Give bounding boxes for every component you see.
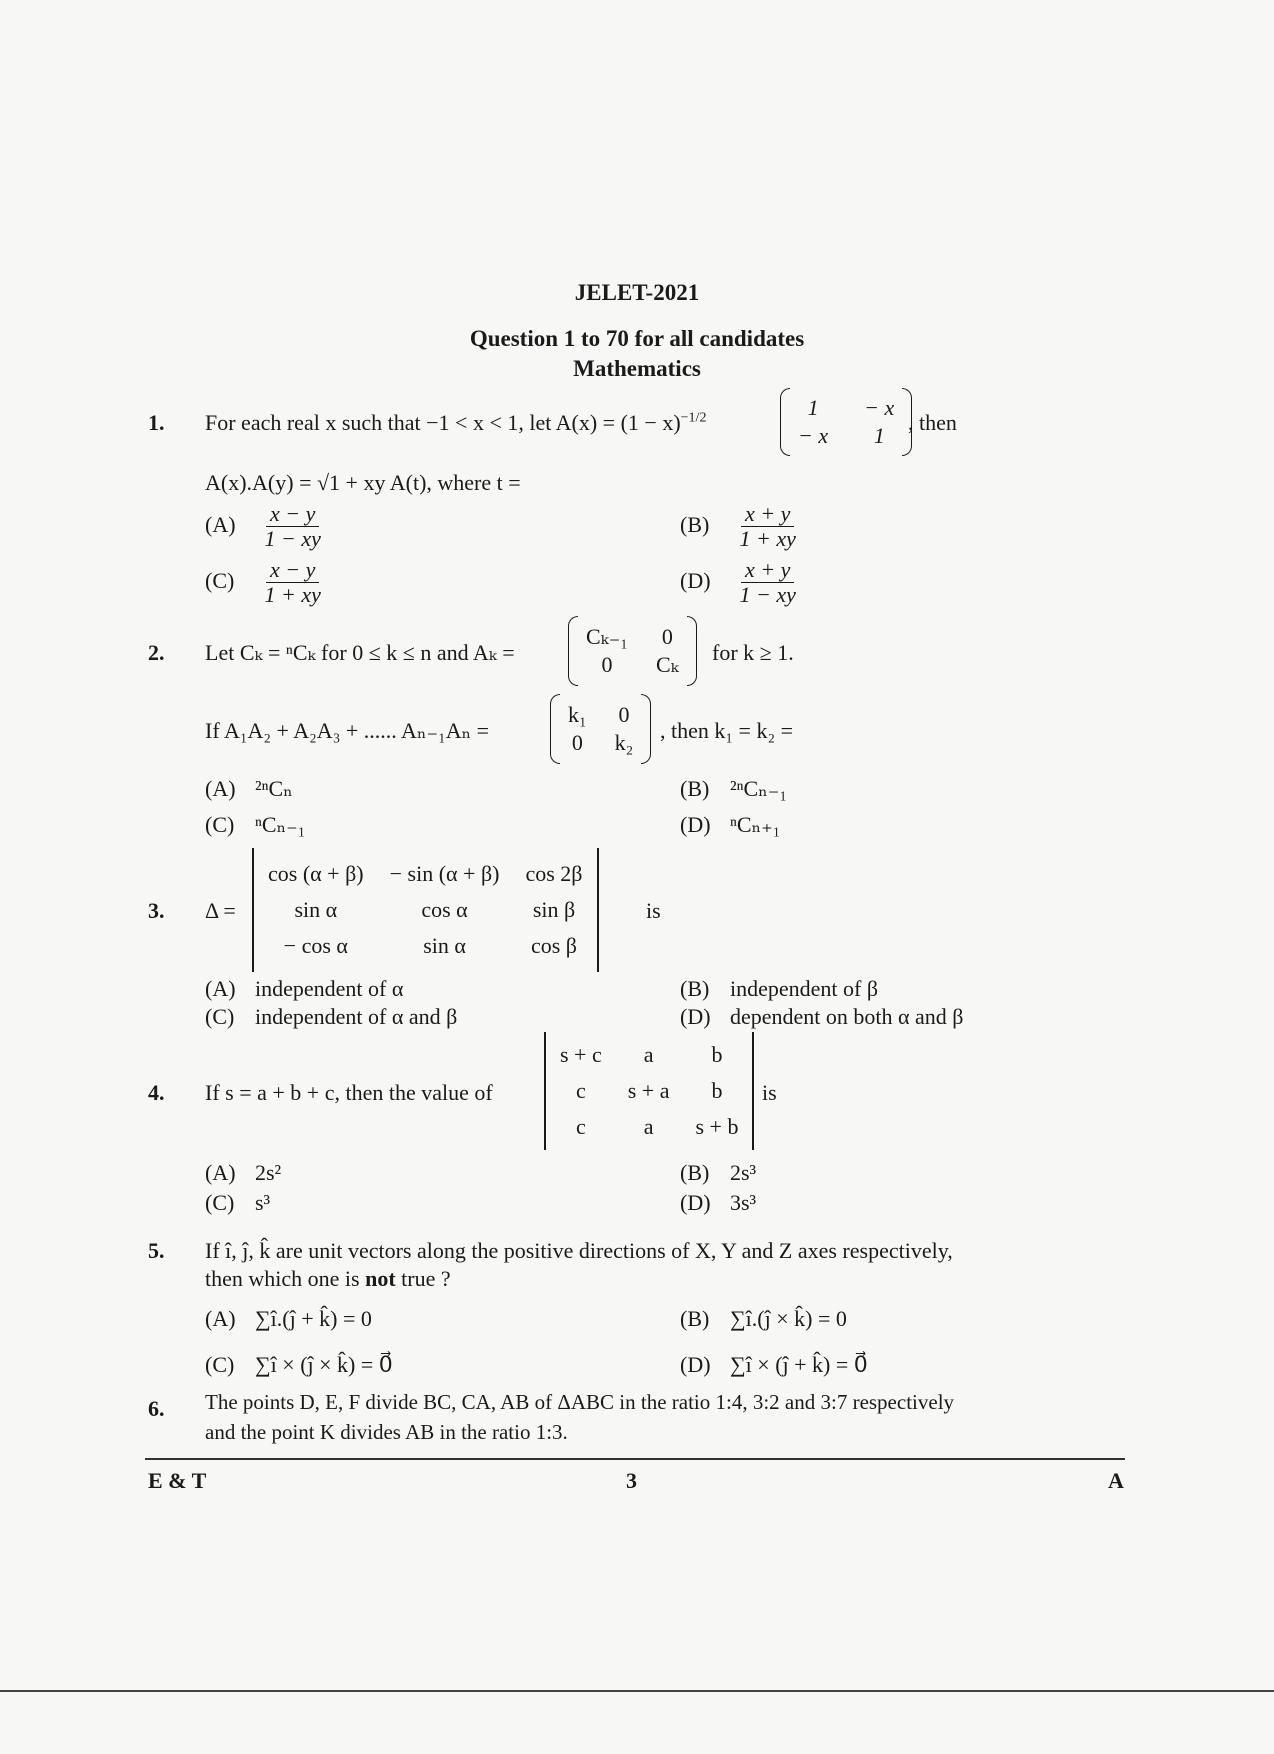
q5-option-a[interactable]: [205, 1306, 372, 1332]
q1-option-c[interactable]: [205, 558, 325, 607]
option-label: (C): [205, 812, 235, 837]
q1-stem-text: For each real x such that −1 < x < 1, let A(x) = (1 − x): [205, 410, 681, 435]
det-cell: sin α: [423, 933, 466, 958]
det-cell: cos β: [530, 933, 578, 958]
det-cell: a: [643, 1042, 654, 1067]
matrix-cell: k₂: [614, 730, 634, 755]
det-cell: cos α: [421, 897, 468, 922]
option-text: ⁿCₙ₊₁: [730, 812, 781, 837]
option-label: (D): [680, 1004, 711, 1029]
question-number: 5.: [148, 1238, 165, 1263]
q4-determinant: [538, 1032, 760, 1150]
fraction-numerator: x − y: [266, 558, 319, 583]
det-cell: a: [643, 1114, 654, 1139]
q4-option-a[interactable]: [205, 1160, 281, 1186]
q5-stem-text: true ?: [395, 1266, 451, 1291]
q2-matrix-a: [568, 616, 697, 686]
det-cell: − cos α: [283, 933, 348, 958]
q3-option-d[interactable]: [680, 1004, 964, 1030]
footer-subject: E & T: [148, 1468, 207, 1493]
q1-option-d[interactable]: [680, 558, 800, 607]
q4-option-c[interactable]: [205, 1190, 270, 1216]
fraction-numerator: x + y: [741, 558, 794, 583]
q1-line2: A(x).A(y) = √1 + xy A(t), where t =: [205, 470, 521, 495]
q6-stem-line1: The points D, E, F divide BC, CA, AB of ΔABC in the ratio 1:4, 3:2 and 3:7 respectively: [205, 1390, 955, 1414]
option-text: ²ⁿCₙ: [255, 776, 293, 801]
option-text: independent of β: [730, 976, 879, 1001]
q2-option-d[interactable]: [680, 812, 780, 838]
q4-tail: is: [762, 1080, 777, 1105]
q4-stem: If s = a + b + c, then the value of: [205, 1080, 493, 1105]
q1-matrix: [780, 388, 912, 456]
question-number: 2.: [148, 640, 165, 665]
q5-emphasis: not: [365, 1266, 396, 1291]
page-number: 3: [626, 1468, 637, 1493]
q3-option-c[interactable]: [205, 1004, 457, 1030]
q4-option-b[interactable]: [680, 1160, 756, 1186]
fraction-denominator: 1 − xy: [264, 526, 321, 552]
option-label: (C): [205, 1190, 235, 1215]
q6-stem-line2: and the point K divides AB in the ratio 1:3.: [205, 1420, 568, 1444]
det-cell: s + a: [627, 1078, 670, 1103]
footer-rule: [145, 1458, 1125, 1460]
q2-option-b[interactable]: [680, 776, 787, 802]
option-label: (D): [680, 567, 711, 593]
question-number: 3.: [148, 898, 165, 923]
option-text: dependent on both α and β: [730, 1004, 964, 1029]
fraction-numerator: x + y: [741, 502, 794, 527]
option-label: (B): [680, 776, 710, 801]
option-text: s³: [255, 1190, 271, 1215]
det-cell: cos (α + β): [268, 861, 364, 886]
matrix-cell: Cₖ₋₁: [586, 624, 628, 649]
option-label: (A): [205, 976, 236, 1001]
q4-option-d[interactable]: [680, 1190, 756, 1216]
option-text: ∑î.(ĵ × k̂) = 0: [730, 1306, 847, 1331]
question-number: 4.: [148, 1080, 165, 1105]
question-1-stem: [205, 410, 706, 436]
option-label: (A): [205, 1306, 236, 1331]
q2-stem: Let Cₖ = ⁿCₖ for 0 ≤ k ≤ n and Aₖ =: [205, 640, 515, 665]
q1-exponent: −1/2: [680, 410, 707, 426]
q5-option-c[interactable]: [205, 1352, 393, 1378]
matrix-cell: 1: [807, 395, 819, 420]
option-label: (C): [205, 1004, 235, 1029]
q1-option-a[interactable]: [205, 502, 325, 551]
option-text: ²ⁿCₙ₋₁: [730, 776, 787, 801]
q5-stem-line2: [205, 1266, 451, 1292]
q5-stem-line1: If î, ĵ, k̂ are unit vectors along the positive directions of X, Y and Z axes respectively,: [205, 1238, 953, 1263]
option-label: (D): [680, 812, 711, 837]
q3-option-b[interactable]: [680, 976, 878, 1002]
option-label: (A): [205, 511, 236, 537]
det-cell: c: [575, 1114, 586, 1139]
q2-stem-end: for k ≥ 1.: [712, 640, 794, 665]
option-label: (A): [205, 776, 236, 801]
question-number: 6.: [148, 1396, 165, 1421]
option-text: ∑î × (ĵ × k̂) = 0⃗: [255, 1352, 393, 1377]
option-text: 2s³: [730, 1160, 757, 1185]
fraction-denominator: 1 + xy: [264, 582, 321, 608]
q2-line2: If A₁A₂ + A₂A₃ + ...... Aₙ₋₁Aₙ =: [205, 718, 490, 743]
det-cell: sin α: [294, 897, 338, 922]
q2-line2-end: , then k₁ = k₂ =: [660, 718, 794, 743]
fraction-denominator: 1 + xy: [739, 526, 796, 552]
det-cell: c: [575, 1078, 586, 1103]
option-label: (B): [680, 511, 710, 537]
matrix-cell: 0: [661, 624, 673, 649]
option-text: independent of α: [255, 976, 404, 1001]
q3-tail: is: [646, 898, 661, 923]
matrix-cell: 0: [601, 652, 613, 677]
option-label: (C): [205, 567, 235, 593]
question-number: 1.: [148, 410, 165, 435]
exam-title: JELET-2021: [574, 280, 700, 305]
q3-lhs: Δ =: [205, 898, 236, 923]
option-text: ⁿCₙ₋₁: [255, 812, 306, 837]
det-cell: b: [711, 1042, 723, 1067]
q3-option-a[interactable]: [205, 976, 403, 1002]
option-label: (B): [680, 1306, 710, 1331]
option-label: (D): [680, 1190, 711, 1215]
matrix-cell: 1: [873, 423, 885, 448]
matrix-cell: k₁: [568, 702, 587, 727]
q2-option-a[interactable]: [205, 776, 293, 802]
fraction-denominator: 1 − xy: [739, 582, 796, 608]
page-edge-rule: [0, 1690, 1274, 1692]
option-label: (B): [680, 1160, 710, 1185]
det-cell: − sin (α + β): [389, 861, 500, 886]
option-label: (C): [205, 1352, 235, 1377]
det-cell: cos 2β: [525, 861, 583, 886]
q2-option-c[interactable]: [205, 812, 305, 838]
option-text: 3s³: [730, 1190, 757, 1215]
det-cell: b: [711, 1078, 723, 1103]
section-title: Mathematics: [573, 356, 701, 381]
det-cell: s + c: [560, 1042, 602, 1067]
matrix-cell: − x: [798, 423, 829, 448]
option-label: (D): [680, 1352, 711, 1377]
exam-subtitle: Question 1 to 70 for all candidates: [469, 326, 805, 351]
matrix-cell: 0: [618, 702, 630, 727]
fraction-numerator: x − y: [266, 502, 319, 527]
q3-determinant: [246, 848, 605, 972]
matrix-cell: Cₖ: [655, 652, 679, 677]
q1-stem-end: , then: [908, 410, 957, 435]
matrix-cell: 0: [571, 730, 583, 755]
q5-option-d[interactable]: [680, 1352, 868, 1378]
det-cell: sin β: [532, 897, 576, 922]
option-text: 2s²: [255, 1160, 282, 1185]
option-text: ∑î.(ĵ + k̂) = 0: [255, 1306, 372, 1331]
q2-matrix-b: [550, 694, 651, 764]
det-cell: s + b: [695, 1114, 739, 1139]
q5-option-b[interactable]: [680, 1306, 847, 1332]
option-label: (A): [205, 1160, 236, 1185]
option-label: (B): [680, 976, 710, 1001]
q1-option-b[interactable]: [680, 502, 800, 551]
booklet-set: A: [1108, 1468, 1124, 1493]
option-text: independent of α and β: [255, 1004, 458, 1029]
q5-stem-text: then which one is: [205, 1266, 366, 1291]
option-text: ∑î × (ĵ + k̂) = 0⃗: [730, 1352, 868, 1377]
matrix-cell: − x: [864, 395, 895, 420]
